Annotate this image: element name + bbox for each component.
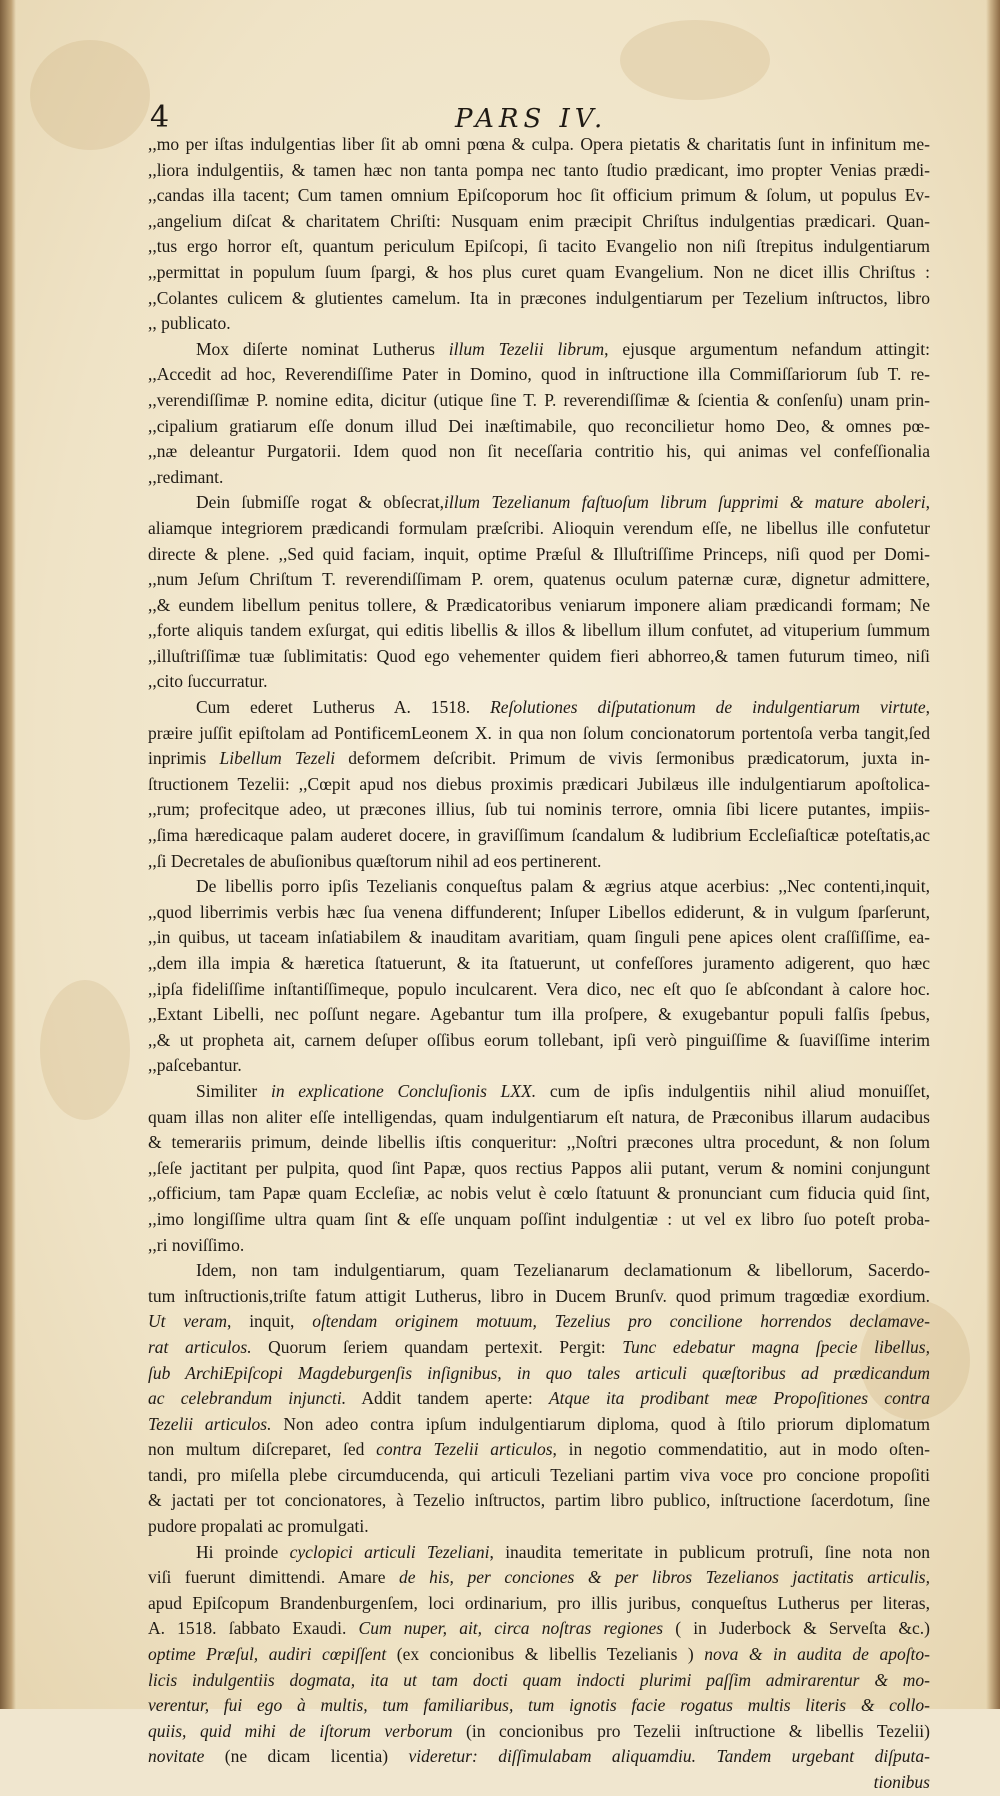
text-span: ,	[925, 697, 931, 718]
text-span: ,,redimant.	[148, 466, 224, 487]
text-span: ,,illuſtriſſimæ tuæ ſublimitatis: Quod ego vehementer quidem fieri abhorreo,& tamen futurum timeo, niſi	[148, 645, 930, 666]
text-span: inprimis	[148, 748, 220, 769]
text-span: ,,ipſa fideliſſime inſtantiſſimeque, populo inculcarent. Vera dico, nec eſt quo ſe abſcondant à calore hoc.	[148, 978, 930, 999]
text-span: cum de ipſis indulgentiis nihil aliud monuiſſet,	[536, 1080, 930, 1101]
text-span: ,, publicato.	[148, 313, 231, 334]
text-span: ,,quod liberrimis verbis hæc ſua venena diffunderent; Inſuper Libellos ediderunt, & in vulgum ſparſerunt,	[148, 901, 930, 922]
text-span: Dein ſubmiſſe rogat & obſecrat,	[196, 492, 445, 513]
text-span: (ne dicam licentia)	[204, 1746, 409, 1767]
text-span: deformem deſcribit. Primum de vivis ſermonibus prædicatorum, juxta in-	[335, 748, 931, 769]
text-line	[148, 286, 930, 312]
text-span: (ex concionibus & libellis Tezelianis )	[386, 1644, 705, 1665]
text-line	[148, 1463, 930, 1489]
text-line	[148, 260, 930, 286]
text-span: quam illas non aliter eſſe intelligendas, quam indulgentiarum eſt natura, de Præconibus illarum audacibus	[148, 1106, 930, 1127]
page-edge-left	[0, 0, 16, 1709]
italic-text: Tezelii articulos.	[148, 1413, 272, 1434]
paper-stain	[30, 40, 150, 150]
text-line	[148, 516, 930, 542]
text-span: ,,ſeſe jactitant per pulpita, quod ſint Papæ, quos rectius Pappos alii putant, verum & nomini conjungunt	[148, 1157, 930, 1178]
text-line	[148, 1130, 930, 1156]
text-line	[148, 823, 930, 849]
text-line	[148, 1591, 930, 1617]
text-span: ,,næ deleantur Purgatorii. Idem quod non ſit neceſſaria contritio his, qui animas vel confeſſionalia	[148, 441, 930, 462]
text-span: ,	[925, 492, 930, 513]
text-span: ſtructionem Tezelii: ,,Cœpit apud nos diebus proximis prædicari Jubilæus ille indulgentiarum apoſtolica-	[148, 773, 930, 794]
text-span: apud Epiſcopum Brandenburgenſem, loci ordinarium, pro illis juribus, conqueſtus Lutherus per literas,	[148, 1592, 930, 1613]
text-line	[148, 414, 930, 440]
text-line	[148, 1181, 930, 1207]
text-line	[148, 1309, 930, 1335]
paper-stain	[620, 20, 770, 100]
text-span: Hi proinde	[196, 1541, 290, 1562]
italic-text: verentur, fui ego à multis, tum familiaribus, tum ignotis facie rogatus multis literis & collo-	[148, 1695, 930, 1716]
text-line	[148, 1693, 930, 1719]
text-span: ,,Colantes culicem & glutientes camelum. Ita in præcones indulgentiarum per Tezelium inſtructos, libro	[148, 287, 930, 308]
text-span: ( in Juderbock & Serveſta &c.)	[663, 1618, 930, 1639]
text-line	[148, 1642, 930, 1668]
text-span: ,,in quibus, ut taceam inſatiabilem & inauditam avaritiam, quam ſinguli pene apices olent craſſiſſime, ea-	[148, 927, 930, 948]
text-span: ,,tus ergo horror eſt, quantum periculum Epiſcopi, ſi tacito Evangelio non niſi ſtrepitus indulgentiarum	[148, 236, 930, 257]
italic-text: optime Præſul, audiri cœpiſſent	[148, 1644, 387, 1665]
text-line	[148, 1719, 930, 1745]
italic-text: Tunc edebatur magna ſpecie libellus,	[622, 1336, 930, 1357]
text-line	[148, 337, 930, 363]
text-span: non multum diſcreparet, ſed	[148, 1439, 377, 1460]
italic-text: Ut veram	[148, 1311, 228, 1332]
text-span: , in negotio commendatitio, aut in modo oſten-	[552, 1439, 930, 1460]
text-span: De libellis porro ipſis Tezelianis conqueſtus palam & ægrius atque acerbius: ,,Nec contenti,inquit,	[196, 876, 930, 897]
text-span: , inaudita temeritate in publicum protruſi, ſine nota non	[489, 1541, 930, 1562]
page-number: 4	[150, 100, 170, 135]
text-line	[148, 1361, 930, 1387]
text-span: Similiter	[196, 1080, 271, 1101]
text-line	[148, 209, 930, 235]
text-line	[148, 593, 930, 619]
text-line	[148, 1437, 930, 1463]
text-line	[148, 388, 930, 414]
text-line	[148, 1156, 930, 1182]
text-line	[148, 797, 930, 823]
text-span: ,,officium, tam Papæ quam Eccleſiæ, ac nobis velut è cœlo ſtatuunt & pronunciant cum fiducia quid ſint,	[148, 1183, 930, 1204]
text-span: ,,ſi Decretales de abuſionibus quæſtorum nihil ad eos pertinerent.	[148, 850, 602, 871]
text-span: ,,mo per iſtas indulgentias liber ſit ab omni pœna & culpa. Opera pietatis & charitatis ſunt in infinitum me-	[148, 134, 930, 154]
text-span: ,,Accedit ad hoc, Reverendiſſime Pater in Domino, quod in inſtructione illa Commiſſariorum ſub T. re-	[148, 364, 930, 385]
text-line	[148, 1488, 930, 1514]
text-span: ,,paſcebantur.	[148, 1055, 242, 1076]
text-line	[148, 669, 930, 695]
text-span: ,,num Jeſum Chriſtum T. reverendiſſimam P. orem, quatenus oculum paternæ curæ, dignetur admittere,	[148, 569, 930, 590]
text-line	[148, 1105, 930, 1131]
italic-text: nova & in audita de apoſto-	[704, 1644, 930, 1665]
text-line	[148, 1770, 930, 1796]
text-span: pudore propalati ac promulgati.	[148, 1516, 369, 1537]
text-span: directe & plene. ,,Sed quid faciam, inquit, optime Præſul & Illuſtriſſime Princeps, niſi quod per Domi-	[148, 543, 930, 564]
text-span: & temerariis primum, deinde libellis iſtis conqueritur: ,,Noſtri præcones ultra procedunt, & non ſolum	[148, 1132, 930, 1153]
italic-text: ac celebrandum injuncti.	[148, 1388, 347, 1409]
italic-text: quiis, quid mihi de iſtorum verborum	[148, 1720, 453, 1741]
text-span: ,,liora indulgentiis, & tamen hæc non tanta pompa nec tanto ſtudio prædicant, imo propter Venias prædi-	[148, 159, 930, 180]
text-line	[148, 849, 930, 875]
text-line	[148, 1053, 930, 1079]
text-span: viſi fuerunt dimittendi. Amare	[148, 1567, 400, 1588]
text-line	[148, 542, 930, 568]
text-span: aliamque integriorem prædicandi formulam præſcribi. Alioquin verendum eſſe, ne libellus ille confutetur	[148, 517, 930, 538]
italic-text: in explicatione Concluſionis LXX.	[270, 1080, 537, 1101]
body-text	[148, 132, 930, 1796]
text-span: Idem, non tam indulgentiarum, quam Tezelianarum declamationum & libellorum, Sacerdo-	[196, 1260, 930, 1281]
text-line	[148, 439, 930, 465]
italic-text: oſtendam originem motuum, Tezelius pro concilione horrendos declamave-	[312, 1311, 930, 1332]
text-line	[148, 1616, 930, 1642]
text-span: ,,permittat in populum ſuum ſpargi, & hos plus curet quam Evangelium. Non ne dicet illis Chriſtus :	[148, 261, 930, 282]
text-span: A. 1518. ſabbato Exaudi.	[148, 1618, 359, 1639]
text-line	[148, 1079, 930, 1105]
text-line	[148, 1514, 930, 1540]
text-span: ,,rum; profecitque adeo, ut præcones illius, ſub tui nominis terrore, omnia ſibi licere putantes, impiis-	[148, 799, 930, 820]
text-span: & jactati per tot concionatores, à Tezelio inſtructos, partim libro publico, inſtructione ſacerdotum, ſine	[148, 1490, 930, 1511]
text-span: ,,dem illa impia & hæretica ſtatuerunt, & ita ſtatuerunt, ut confeſſores juramento adigerent, quo hæc	[148, 953, 930, 973]
text-line	[148, 618, 930, 644]
italic-text: Reſolutiones diſputationum de indulgentiarum virtute	[490, 697, 926, 718]
text-line	[148, 311, 930, 337]
text-line	[148, 158, 930, 184]
text-line	[148, 925, 930, 951]
text-line	[148, 1284, 930, 1310]
text-span: ,,cito ſuccurratur.	[148, 671, 268, 692]
page-edge-right	[986, 0, 1000, 1709]
text-line	[148, 234, 930, 260]
text-line	[148, 721, 930, 747]
text-line	[148, 183, 930, 209]
text-line	[148, 1744, 930, 1770]
text-line	[148, 772, 930, 798]
text-line	[148, 874, 930, 900]
text-span: (in concionibus pro Tezelii inſtructione & libellis Tezelii)	[452, 1720, 931, 1741]
text-span: tandi, pro miſella plebe circumducenda, qui articuli Tezeliani partim viva voce pro concione propoſiti	[148, 1464, 930, 1485]
italic-text: cyclopici articuli Tezeliani	[289, 1541, 490, 1562]
text-line	[148, 695, 930, 721]
text-span: ,,& ut propheta ait, carnem deſuper oſſibus eorum tollebant, ipſi verò pinguiſſime & ſuaviſſime interim	[148, 1029, 930, 1050]
italic-text: rat articulos.	[148, 1336, 252, 1357]
text-line	[148, 1386, 930, 1412]
text-span: ,,Extant Libelli, nec poſſunt negare. Agebantur tum illa proſpere, & exugebantur populi falſis ſpebus,	[148, 1004, 930, 1025]
text-span: præire juſſit epiſtolam ad PontificemLeonem X. in qua non ſolum concionatorum portentoſa verba tangit,ſed	[148, 722, 930, 743]
text-line	[148, 1002, 930, 1028]
text-span: ,,ſima hæredicaque palam auderet docere, in graviſſimum ſcandalum & ludibrium Eccleſiaſticæ poteſtatis,ac	[148, 825, 930, 846]
text-span: ,,angelium diſcat & charitatem Chriſti: Nusquam enim præcipit Chriſtus indulgentias prædicari. Quan-	[148, 210, 930, 231]
italic-text: illum Tezelii librum	[448, 338, 605, 359]
text-line	[148, 1565, 930, 1591]
text-span: ,,forte aliquis tandem exſurgat, qui editis libellis & illos & libellum illum confutet, ad vituperium ſummum	[148, 620, 930, 641]
text-line	[148, 567, 930, 593]
text-line	[148, 132, 930, 158]
text-span: tum inſtructionis,triſte fatum attigit Lutherus, libro in Ducem Brunſv. quod primum tragœdiæ exordium.	[148, 1285, 930, 1306]
text-span: ,,cipalium gratiarum eſſe donum illud Dei inæſtimabile, quo reconcilietur homo Deo, & omnes pœ-	[148, 415, 930, 436]
text-line	[148, 362, 930, 388]
text-line	[148, 746, 930, 772]
italic-text: de his, per conciones & per libros Tezelianos jactitatis articulis,	[399, 1567, 930, 1588]
text-span: ,,imo longiſſime ultra quam ſint & eſſe unquam poſſint indulgentiæ : ut vel ex libro ſuo poteſt proba-	[148, 1208, 930, 1229]
italic-text: Cum nuper, ait, circa noſtras regiones	[358, 1618, 664, 1639]
italic-text: contra Tezelii articulos	[376, 1439, 553, 1460]
text-line	[148, 1412, 930, 1438]
text-line	[148, 1540, 930, 1566]
italic-text: licis indulgentiis dogmata, ita ut tam docti quam indocti plurimi paſſim admirarentur & mo-	[148, 1669, 930, 1690]
italic-text: videretur: diſſimulabam aliquamdiu. Tandem urgebant diſputa-	[408, 1746, 930, 1767]
text-line	[148, 490, 930, 516]
text-line	[148, 1233, 930, 1259]
paper-stain	[40, 980, 130, 1120]
text-span: ,,& eundem libellum penitus tollere, & Prædicatoribus veniarum imponere aliam prædicandi formam; Ne	[148, 594, 930, 615]
text-line	[148, 1335, 930, 1361]
italic-text: Atque ita prodibant meæ Propoſitiones contra	[548, 1388, 930, 1409]
text-span: Mox diſerte nominat Lutherus	[196, 338, 449, 359]
text-line	[148, 951, 930, 977]
text-line	[148, 977, 930, 1003]
text-span: , ejusque argumentum nefandum attingit:	[604, 338, 930, 359]
text-span: Quorum ſeriem quandam pertexit. Pergit:	[251, 1336, 623, 1357]
text-line	[148, 1258, 930, 1284]
italic-text: illum Tezelianum faſtuoſum librum ſupprimi & mature aboleri	[444, 492, 926, 513]
text-line	[148, 465, 930, 491]
text-line	[148, 644, 930, 670]
running-head: PARS IV.	[455, 104, 608, 134]
text-line	[148, 1028, 930, 1054]
text-span: , inquit,	[227, 1311, 313, 1332]
text-span: Addit tandem aperte:	[346, 1388, 549, 1409]
italic-text: tionibus	[873, 1772, 930, 1792]
text-line	[148, 1668, 930, 1694]
text-line	[148, 1207, 930, 1233]
italic-text: Libellum Tezeli	[219, 748, 336, 769]
text-span: Non adeo contra ipſum indulgentiarum diploma, quod à ſtilo priorum diplomatum	[271, 1413, 930, 1434]
text-span: ,,candas illa tacent; Cum tamen omnium Epiſcoporum hoc ſit officium primum & ſolum, ut populus Ev-	[148, 185, 930, 206]
text-span: ,,ri noviſſimo.	[148, 1234, 245, 1255]
italic-text: ſub ArchiEpiſcopi Magdeburgenſis inſignibus, in quo tales articuli quæſtoribus ad prædicandum	[148, 1362, 930, 1383]
text-span: ,,verendiſſimæ P. nomine edita, dicitur (utique ſine T. P. reverendiſſimæ & ſcientia & conſenſu) unam prin-	[148, 389, 930, 410]
text-span: Cum ederet Lutherus A. 1518.	[196, 697, 491, 718]
text-line	[148, 900, 930, 926]
italic-text: novitate	[148, 1746, 205, 1767]
